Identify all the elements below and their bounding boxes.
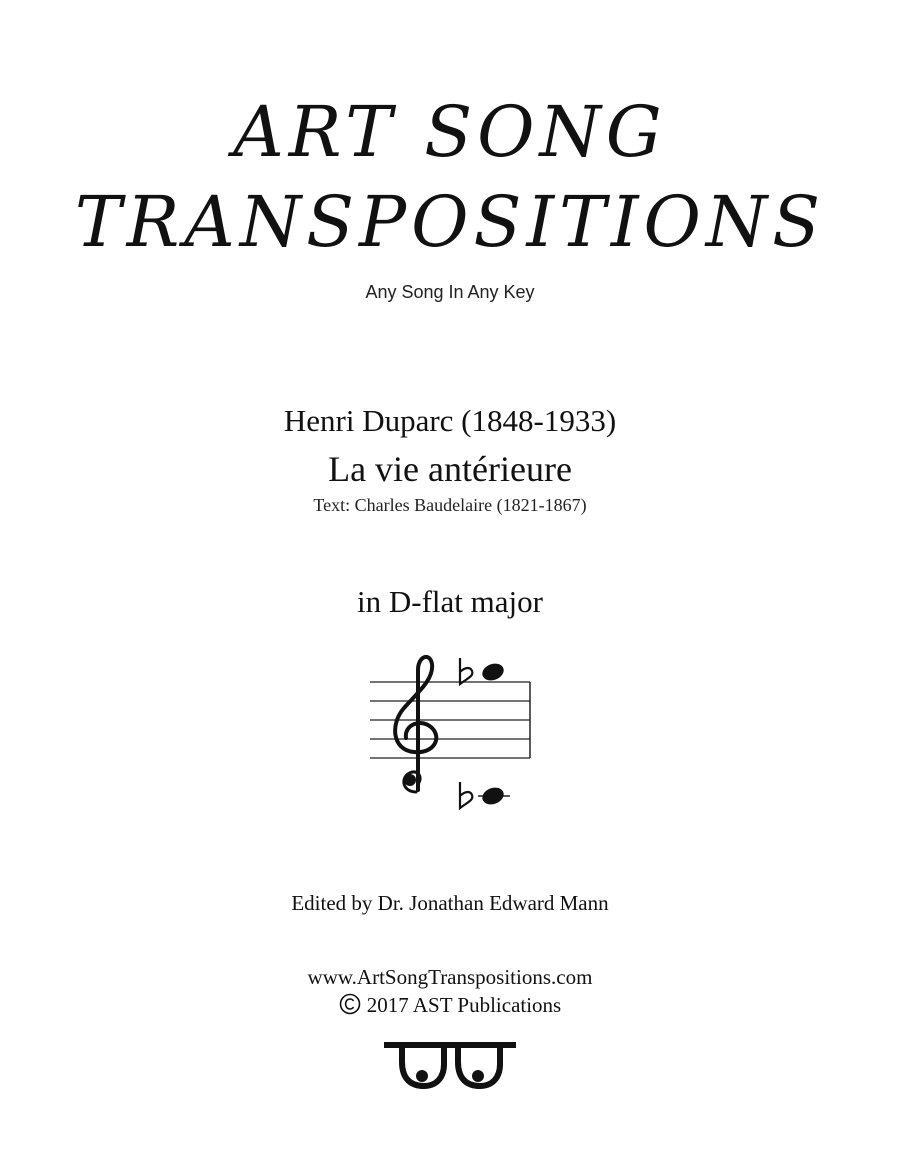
composer-name: Henri Duparc (1848-1933) <box>283 403 617 438</box>
editor-credit: Edited by Dr. Jonathan Edward Mann <box>291 891 609 915</box>
copyright-icon <box>339 993 361 1015</box>
ast-publications-logo-icon <box>382 1040 518 1090</box>
song-title: La vie antérieure <box>328 449 572 489</box>
text-credit: Text: Charles Baudelaire (1821-1867) <box>313 495 587 515</box>
treble-clef-range-staff-icon <box>360 640 540 820</box>
copyright-line <box>0 992 900 1018</box>
key-label: in D-flat major <box>357 584 543 619</box>
brand-tagline: Any Song In Any Key <box>365 282 535 302</box>
website-url: www.ArtSongTranspositions.com <box>307 965 593 989</box>
brand-title-line-2: TRANSPOSITIONS <box>74 181 826 263</box>
brand-title-line-1: ART SONG <box>233 91 667 173</box>
copyright-text: 2017 AST Publications <box>366 993 562 1017</box>
